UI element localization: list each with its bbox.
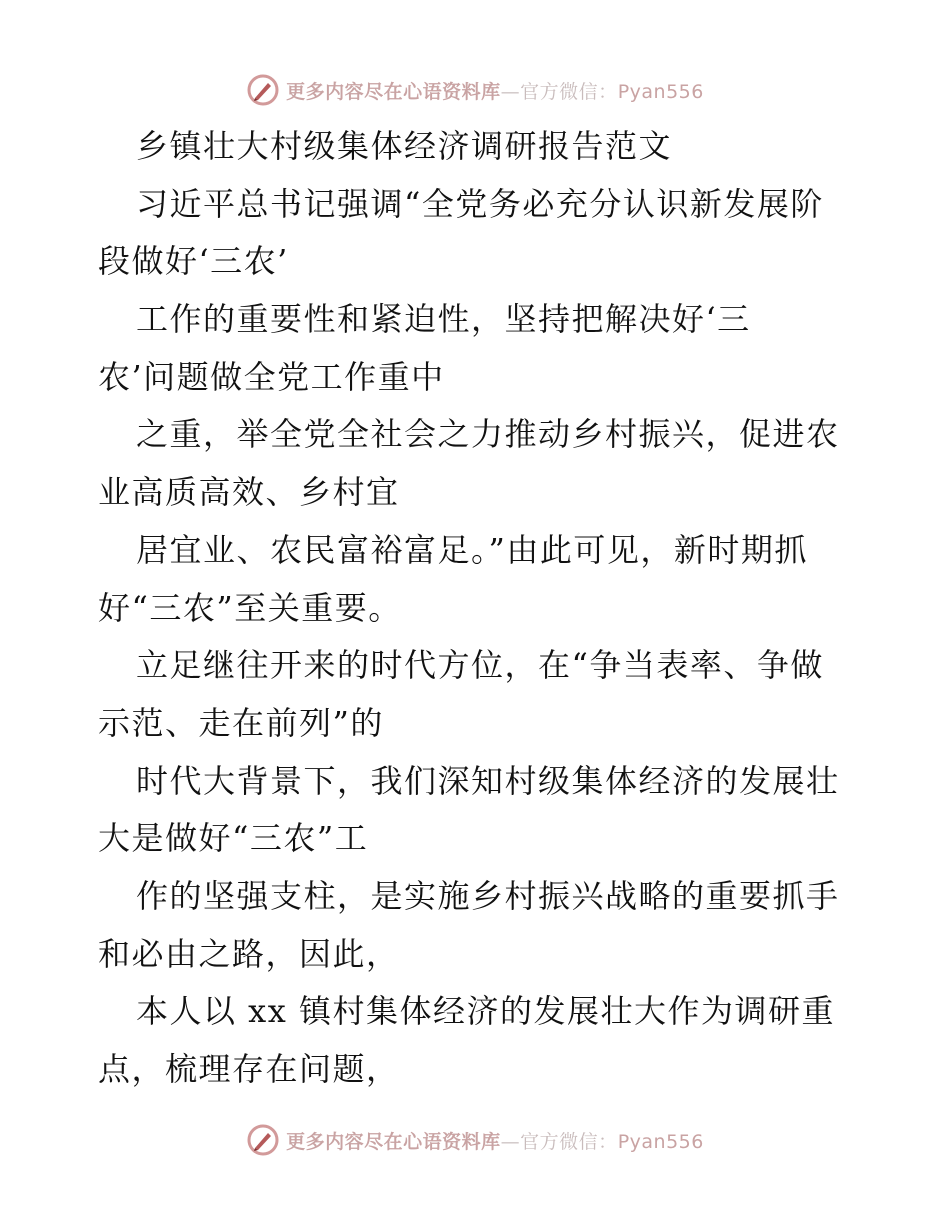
watermark-separator: — bbox=[500, 1130, 521, 1153]
document-title: 乡镇壮大村级集体经济调研报告范文 bbox=[136, 127, 673, 165]
watermark-wechat-label: 官方微信： bbox=[520, 80, 618, 103]
pen-circle-logo-icon bbox=[246, 73, 280, 107]
document-body bbox=[98, 118, 858, 1099]
paragraph-line: 农’问题做全党工作重中 bbox=[98, 357, 445, 396]
paragraph-line: 段做好‘三农’ bbox=[98, 242, 289, 281]
paragraph-line: 习近平总书记强调“全党务必充分认识新发展阶 bbox=[136, 184, 824, 223]
paragraph-line: 工作的重要性和紧迫性，坚持把解决好‘三 bbox=[136, 300, 751, 339]
watermark-brand: 更多内容尽在心语资料库 bbox=[286, 80, 501, 103]
paragraph-line: 和必由之路，因此， bbox=[98, 934, 400, 973]
paragraph-line: 业高质高效、乡村宜 bbox=[98, 473, 400, 512]
paragraph-line: 立足继往开来的时代方位，在“争当表率、争做 bbox=[136, 646, 824, 685]
paragraph-line: 居宜业、农民富裕富足。”由此可见，新时期抓 bbox=[136, 530, 808, 569]
pen-circle-logo-icon bbox=[246, 1123, 280, 1157]
paragraph-line: 作的坚强支柱，是实施乡村振兴战略的重要抓手 bbox=[136, 876, 840, 915]
watermark-brand: 更多内容尽在心语资料库 bbox=[286, 1130, 501, 1153]
paragraph-line: 大是做好“三农”工 bbox=[98, 819, 369, 858]
header-watermark bbox=[0, 70, 950, 110]
paragraph-line: 示范、走在前列”的 bbox=[98, 703, 384, 742]
paragraph-line: 点，梳理存在问题， bbox=[98, 1050, 400, 1088]
paragraph-line: 好“三农”至关重要。 bbox=[98, 588, 402, 627]
paragraph-line: 时代大背景下，我们深知村级集体经济的发展壮 bbox=[136, 761, 840, 800]
footer-watermark bbox=[0, 1120, 950, 1160]
watermark-wechat-id: Pyan556 bbox=[617, 80, 704, 103]
watermark-wechat-label: 官方微信： bbox=[520, 1130, 618, 1153]
watermark-wechat-id: Pyan556 bbox=[617, 1130, 704, 1153]
watermark-separator: — bbox=[500, 80, 521, 103]
paragraph-line: 之重，举全党全社会之力推动乡村振兴，促进农 bbox=[136, 415, 840, 454]
paragraph-line: 本人以 xx 镇村集体经济的发展壮大作为调研重 bbox=[136, 992, 835, 1031]
